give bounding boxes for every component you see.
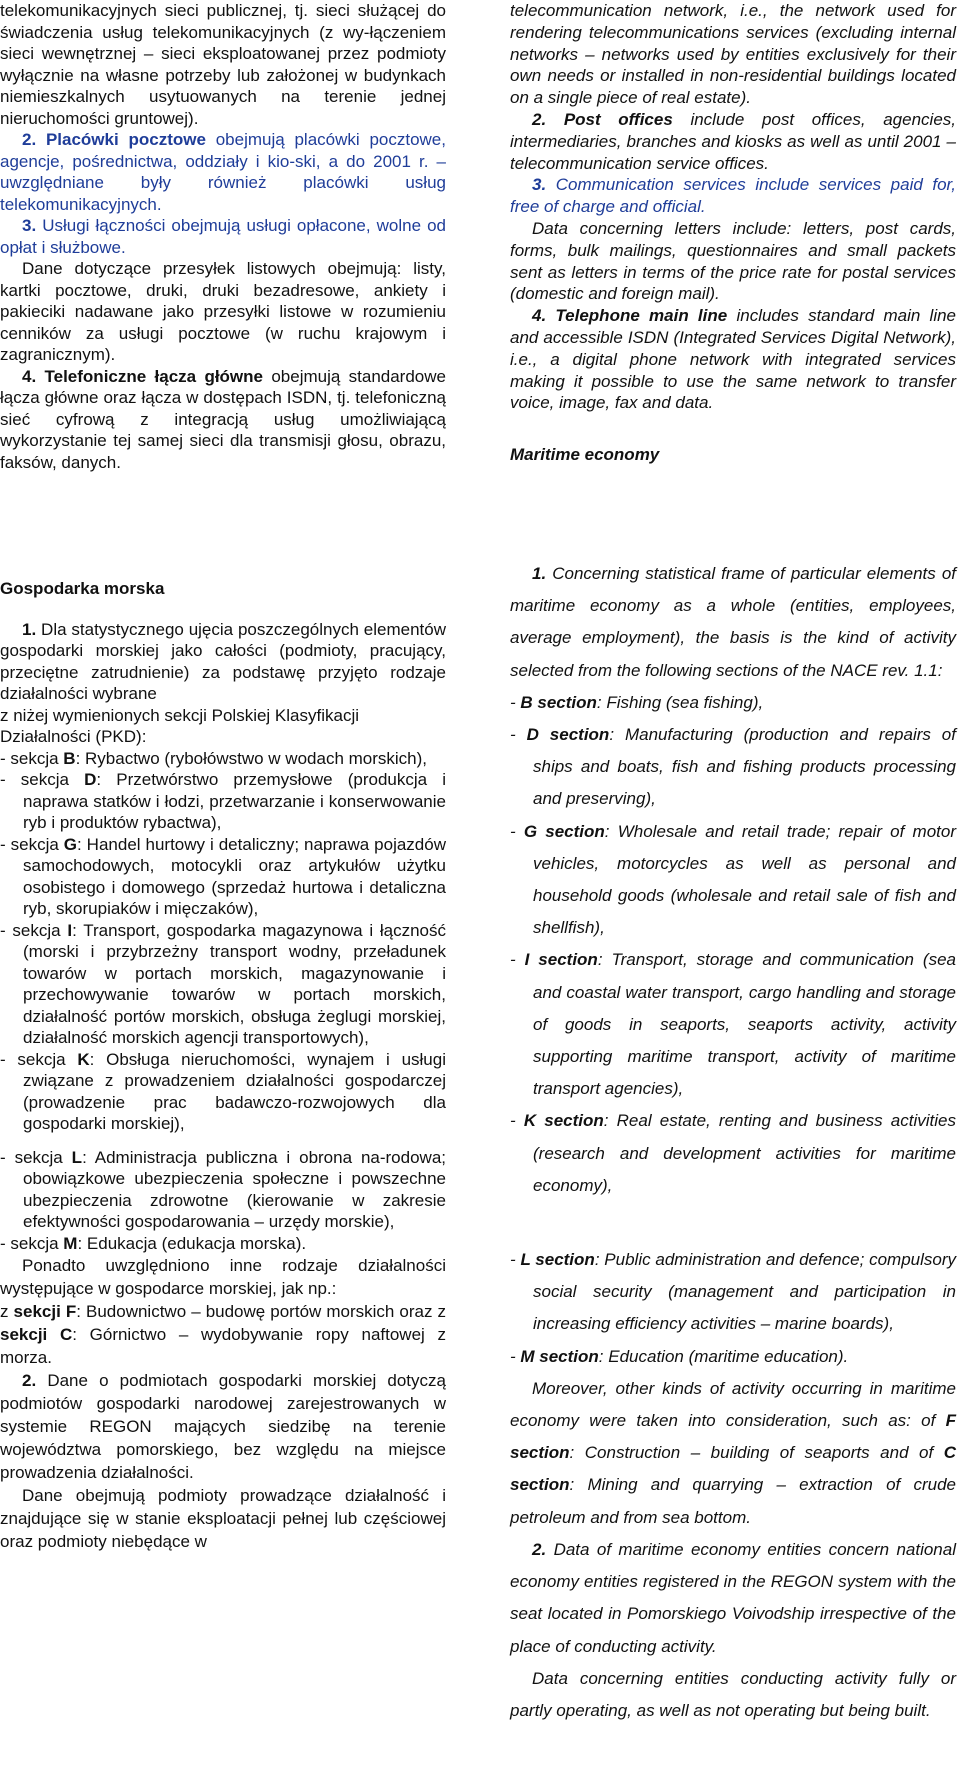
list-item-section-g: - sekcja G: Handel hurtowy i detaliczny; naprawa pojazdów samochodowych, motocykli oraz artykułów użytku osobistego i domowego (sprzedaż hurtowa i detaliczna ryb, skorupiaków i mięczaków), — [0, 834, 446, 918]
list-item-section-g-en: - G section: Wholesale and retail trade; repair of motor vehicles, motorcycles as well as personal and household goods (wholesale and retail sale of fish and shellfish), — [510, 821, 957, 938]
paragraph-other-activities: Ponadto uwzględniono inne rodzaje działalności występujące w gospodarce morskiej, jak np.: — [0, 1256, 446, 1298]
list-item-section-k: - sekcja K: Obsługa nieruchomości, wynajem i usługi związane z prowadzeniem działalności gospodarczej (prowadzenie prac badawczo-rozwojowych dla gospodarki morskiej), — [0, 1049, 446, 1133]
heading-maritime-pl: Gospodarka morska — [0, 579, 165, 598]
english-maritime-section — [510, 558, 956, 1727]
paragraph-communication-services-en: 3. Communication services include services paid for, free of charge and official. — [510, 175, 956, 217]
paragraph-post-offices — [0, 129, 446, 215]
paragraph-communication-services — [0, 215, 446, 258]
paragraph-entities-status: Dane obejmują podmioty prowadzące działalność i znajdujące się w stanie eksploatacji pełnej lub częściowej oraz podmioty niebędące w — [0, 1486, 446, 1551]
paragraph-letters-en: Data concerning letters include: letters, post cards, forms, bulk mailings, questionnaires and small packets sent as letters in terms of the price rate for postal services (domestic and foreign mail). — [510, 218, 956, 304]
polish-column — [0, 0, 446, 1551]
text-communication-services: Usługi łączności obejmują usługi opłacone, wolne od opłat i służbowe. — [0, 216, 446, 257]
paragraph-regon-entities: 2. Dane o podmiotach gospodarki morskiej dotyczą podmiotów gospodarki narodowej zarejestrowanych w systemie REGON mających siedzibę na terenie województwa pomorskiego, bez względu na miejsce prowadzenia działalności. — [0, 1371, 446, 1482]
term-main-lines: 4. Telefoniczne łącza główne — [22, 366, 263, 386]
list-item-section-i-en: - I section: Transport, storage and communication (sea and coastal water transport, cargo handling and storage of goods in seaports, seaports activity, activity supporting maritime transport, activity of maritime transport agencies), — [510, 950, 957, 1099]
term-main-lines-en: 4. Telephone main line — [532, 306, 728, 326]
list-item-section-d: - sekcja D: Przetwórstwo przemysłowe (produkcja i naprawa statków i łodzi, przetwarzanie i konserwowanie ryb i produktów rybactwa), — [0, 770, 446, 832]
paragraph-main-lines — [0, 366, 446, 474]
paragraph-pkd-intro-cont: z niżej wymienionych sekcji Polskiej Klasyfikacji Działalności (PKD): — [0, 705, 360, 746]
number-3: 3. — [22, 216, 37, 235]
polish-upper-section — [0, 0, 446, 473]
list-item-section-l-en: - L section: Public administration and defence; compulsory social security (management and participation in increasing efficiency activities – marine boards), — [510, 1250, 957, 1334]
paragraph-other-activities-en: Moreover, other kinds of activity occurring in maritime economy were taken into consideration, such as: of F section: Construction – building of seaports and of C section: Mining and quarrying – extraction of crude petroleum and from sea bottom. — [510, 1378, 956, 1527]
list-item-section-d-en: - D section: Manufacturing (production and repairs of ships and boats, fish and fishing products processing and preserving), — [510, 725, 956, 809]
paragraph-regon-entities-en: 2. Data of maritime economy entities concern national economy entities registered in the REGON system with the seat located in Pomorskiego Voivodship irrespective of the place of conducting activity. — [510, 1539, 956, 1656]
text-pkd-intro: Dla statystycznego ujęcia poszczególnych elementów gospodarki morskiej jako całości (podmioty, pracujący, przeciętne zatrudnienie) za podstawę przyjęto rodzaje działalności wybrane — [0, 619, 446, 703]
text-post-offices: obejmują placówki pocztowe, agencje, pośrednictwa, oddziały i kio-ski, a do 2001 r. – uwzględniane były również placówki usług telekomunikacyjnych. — [0, 130, 446, 214]
term-post-offices-en: 2. Post offices — [532, 109, 673, 129]
list-item-section-b-en: - B section: Fishing (sea fishing), — [510, 692, 764, 712]
number-1: 1. — [22, 619, 37, 639]
heading-maritime-en: Maritime economy — [510, 445, 660, 465]
paragraph-nace-intro: 1. Concerning statistical frame of particular elements of maritime economy as a whole (entities, employees, average employment), the basis is the kind of activity selected from the following sections of the NACE rev. 1.1: — [510, 564, 956, 680]
paragraph-pkd-intro — [0, 619, 446, 705]
paragraph-other-sections: z sekcji F: Budownictwo – budowę portów morskich oraz z sekcji C: Górnictwo – wydobywanie ropy naftowej z morza. — [0, 1302, 446, 1367]
paragraph-telecom-network: telekomunikacyjnych sieci publicznej, tj. sieci służącej do świadczenia usług telekomunikacyjnych (z wy-łączeniem sieci wewnętrznej – sieci eksploatowanej przez podmioty wyłącznie na własne potrzeby lub założonej w budynkach niemieszkalnych usytuowanych na terenie jednej nieruchomości gruntowej). — [0, 1, 446, 128]
term-post-offices: 2. Placówki pocztowe — [22, 130, 206, 149]
list-item-section-b: - sekcja B: Rybactwo (rybołówstwo w wodach morskich), — [0, 748, 428, 768]
english-column — [510, 0, 956, 466]
paragraph-main-lines-en: 4. Telephone main line includes standard main line and accessible ISDN (Integrated Services Digital Network), i.e., a digital phone network with integrated services making it possible to use the same network to transfer voice, image, fax and data. — [510, 306, 957, 413]
paragraph-letters: Dane dotyczące przesyłek listowych obejmują: listy, kartki pocztowe, druki, druki bezadresowe, ankiety i pakieciki nadawane jako przesyłki listowe w rozumieniu cenników za usługi pocztowe (w ruchu krajowym i zagranicznym). — [0, 259, 446, 364]
text-main-lines: obejmują standardowe łącza główne oraz łącza w dostępach ISDN, tj. telefoniczną sieć cyfrową z integracją usług umożliwiającą wykorzystanie tej samej sieci dla transmisji głosu, obrazu, faksów, danych. — [0, 366, 446, 472]
polish-maritime-section — [0, 578, 446, 1553]
paragraph-telecom-network-en: telecommunication network, i.e., the network used for rendering telecommunications services (excluding internal networks – networks used by entities exclusively for their own needs or installed in non-residential buildings located on a single piece of real estate). — [510, 1, 956, 108]
list-item-section-k-en: - K section: Real estate, renting and business activities (research and development activities for maritime economy), — [510, 1111, 956, 1195]
list-item-section-m: - sekcja M: Edukacja (edukacja morska). — [0, 1233, 307, 1253]
list-item-section-l: - sekcja L: Administracja publiczna i obrona na-rodowa; obowiązkowe ubezpieczenia społeczne i powszechne ubezpieczenia zdrowotne (kierowanie w zakresie efektywności gospodarowania – urzędy morskie), — [0, 1147, 446, 1231]
paragraph-post-offices-en: 2. Post offices include post offices, agencies, intermediaries, branches and kiosks as well as until 2001 – telecommunication service offices. — [510, 109, 956, 173]
list-item-section-m-en: - M section: Education (maritime education). — [510, 1346, 849, 1366]
list-item-section-i: - sekcja I: Transport, gospodarka magazynowa i łączność (morski i przybrzeżny transport wodny, przeładunek towarów w portach morskich, magazynowanie i przechowywanie towarów w portach morskich, działalność portów morskich, obsługa żeglugi morskiej, działalność morskich agencji transportowych), — [0, 920, 446, 1047]
paragraph-entities-status-en: Data concerning entities conducting activity fully or partly operating, as well as not operating but being built. — [510, 1668, 956, 1720]
